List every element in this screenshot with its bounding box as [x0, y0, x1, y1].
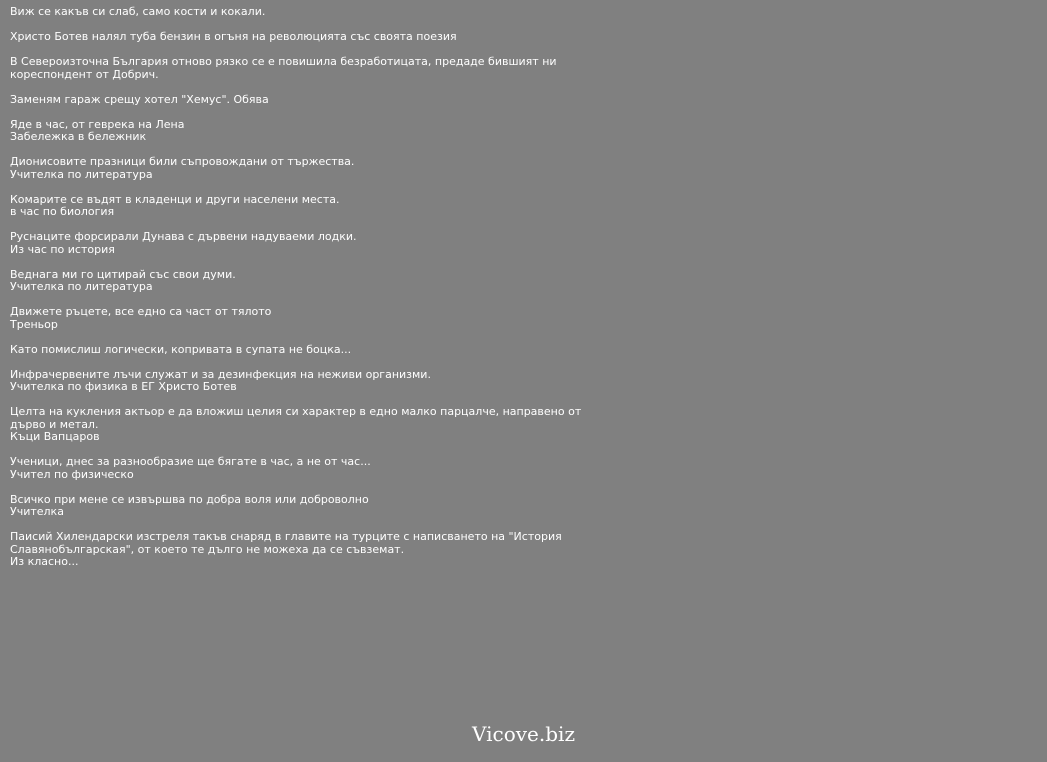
quote-line: дърво и метал. — [10, 417, 99, 431]
quote-item — [10, 94, 590, 107]
quote-line: В Североизточна България отново рязко се е повишила безработицата, предаде бившият ни — [10, 55, 557, 68]
site-watermark: Vicove.biz — [472, 722, 575, 746]
quote-line: Христо Ботев налял туба бензин в огъня на революцията със своята поезия — [10, 30, 457, 43]
quote-line: Като помислиш логически, копривата в супата не боцка... — [10, 342, 352, 356]
quote-line: Яде в час, от геврека на Лена — [10, 117, 185, 131]
quote-line: Паисий Хилендарски изстреля такъв снаряд в главите на турците с написването на "История — [10, 530, 562, 543]
quote-source: Учителка по физика в ЕГ Христо Ботев — [10, 380, 237, 393]
quote-line: Целта на кукления актьор е да вложиш целия си характер в едно малко парцалче, направено от — [10, 405, 582, 418]
quote-line: кореспондент от Добрич. — [10, 67, 159, 81]
quote-item — [10, 119, 590, 144]
quote-line: Заменям гараж срещу хотел "Хемус". Обява — [10, 92, 269, 106]
quote-line: Ученици, днес за разнообразие ще бягате в час, а не от час... — [10, 455, 371, 468]
quote-item — [10, 31, 590, 44]
quote-item — [10, 269, 590, 294]
quote-line: Инфрачервените лъчи служат и за дезинфекция на неживи организми. — [10, 367, 431, 381]
quote-item — [10, 231, 590, 256]
quote-item — [10, 306, 590, 331]
quote-line: Славянобългарская", от което те дълго не можеха да се съвземат. — [10, 542, 405, 556]
quote-line: Дионисовите празници били съпровождани от тържества. — [10, 155, 355, 168]
quote-source: Забележка в бележник — [10, 130, 147, 143]
quote-source: Треньор — [10, 317, 58, 331]
quote-source: в час по биология — [10, 205, 115, 218]
quote-source: Учителка — [10, 505, 64, 518]
quote-item — [10, 456, 590, 481]
quote-item — [10, 6, 590, 19]
quote-source: Учител по физическо — [10, 467, 134, 481]
quote-source: Из класно... — [10, 555, 79, 568]
quote-line: Комарите се въдят в кладенци и други населени места. — [10, 192, 340, 206]
quote-item — [10, 531, 590, 569]
quote-item — [10, 369, 590, 394]
quote-item — [10, 156, 590, 181]
quote-line: Веднага ми го цитирай със свои думи. — [10, 267, 236, 281]
quote-item — [10, 194, 590, 219]
quote-line: Всичко при мене се извършва по добра воля или доброволно — [10, 492, 369, 506]
quote-source: Учителка по литература — [10, 280, 153, 293]
quote-source: Из час по история — [10, 242, 115, 256]
quote-item — [10, 344, 590, 357]
quote-item — [10, 494, 590, 519]
quote-source: Учителка по литература — [10, 167, 153, 181]
quote-line: Движете ръцете, все едно са част от тялото — [10, 305, 272, 318]
quote-item — [10, 56, 590, 81]
quote-source: Къци Вапцаров — [10, 430, 100, 443]
quote-line: Руснаците форсирали Дунава с дървени надуваеми лодки. — [10, 230, 357, 243]
quote-item — [10, 406, 590, 444]
quotes-list — [10, 6, 590, 581]
quote-line: Виж се какъв си слаб, само кости и кокали. — [10, 5, 266, 18]
